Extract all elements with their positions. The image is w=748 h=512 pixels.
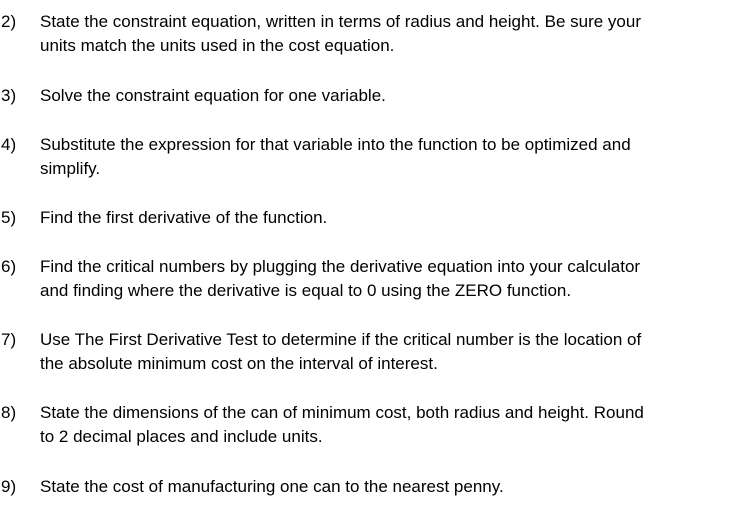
- item-number: 7): [1, 330, 17, 349]
- item-text: [40, 206, 730, 230]
- item-number: 3): [1, 86, 17, 105]
- item-text-line: Substitute the expression for that variable into the function to be optimized and: [40, 135, 631, 154]
- item-text: [40, 475, 730, 499]
- item-text-line: State the dimensions of the can of minimum cost, both radius and height. Round: [40, 403, 644, 422]
- item-text-line: and finding where the derivative is equal to 0 using the ZERO function.: [40, 281, 572, 300]
- item-text: [40, 401, 730, 449]
- item-text-line: Find the first derivative of the function.: [40, 208, 328, 227]
- item-number: 5): [1, 208, 17, 227]
- item-number: 2): [1, 12, 17, 31]
- item-text-line: State the constraint equation, written in terms of radius and height. Be sure your: [40, 12, 642, 31]
- item-text-line: State the cost of manufacturing one can to the nearest penny.: [40, 477, 504, 496]
- item-text: [40, 10, 730, 58]
- item-text-line: simplify.: [40, 159, 101, 178]
- item-text: [40, 84, 730, 108]
- item-text-line: Find the critical numbers by plugging the derivative equation into your calculator: [40, 257, 641, 276]
- item-text-line: Use The First Derivative Test to determine if the critical number is the location of: [40, 330, 642, 349]
- item-number: 6): [1, 257, 17, 276]
- item-text: [40, 328, 730, 376]
- item-number: 8): [1, 403, 17, 422]
- item-text-line: units match the units used in the cost equation.: [40, 36, 395, 55]
- item-text-line: Solve the constraint equation for one variable.: [40, 86, 386, 105]
- item-number: 4): [1, 135, 17, 154]
- item-text-line: to 2 decimal places and include units.: [40, 427, 323, 446]
- item-text: [40, 255, 730, 303]
- item-text: [40, 133, 730, 181]
- item-number: 9): [1, 477, 17, 496]
- item-text-line: the absolute minimum cost on the interval of interest.: [40, 354, 438, 373]
